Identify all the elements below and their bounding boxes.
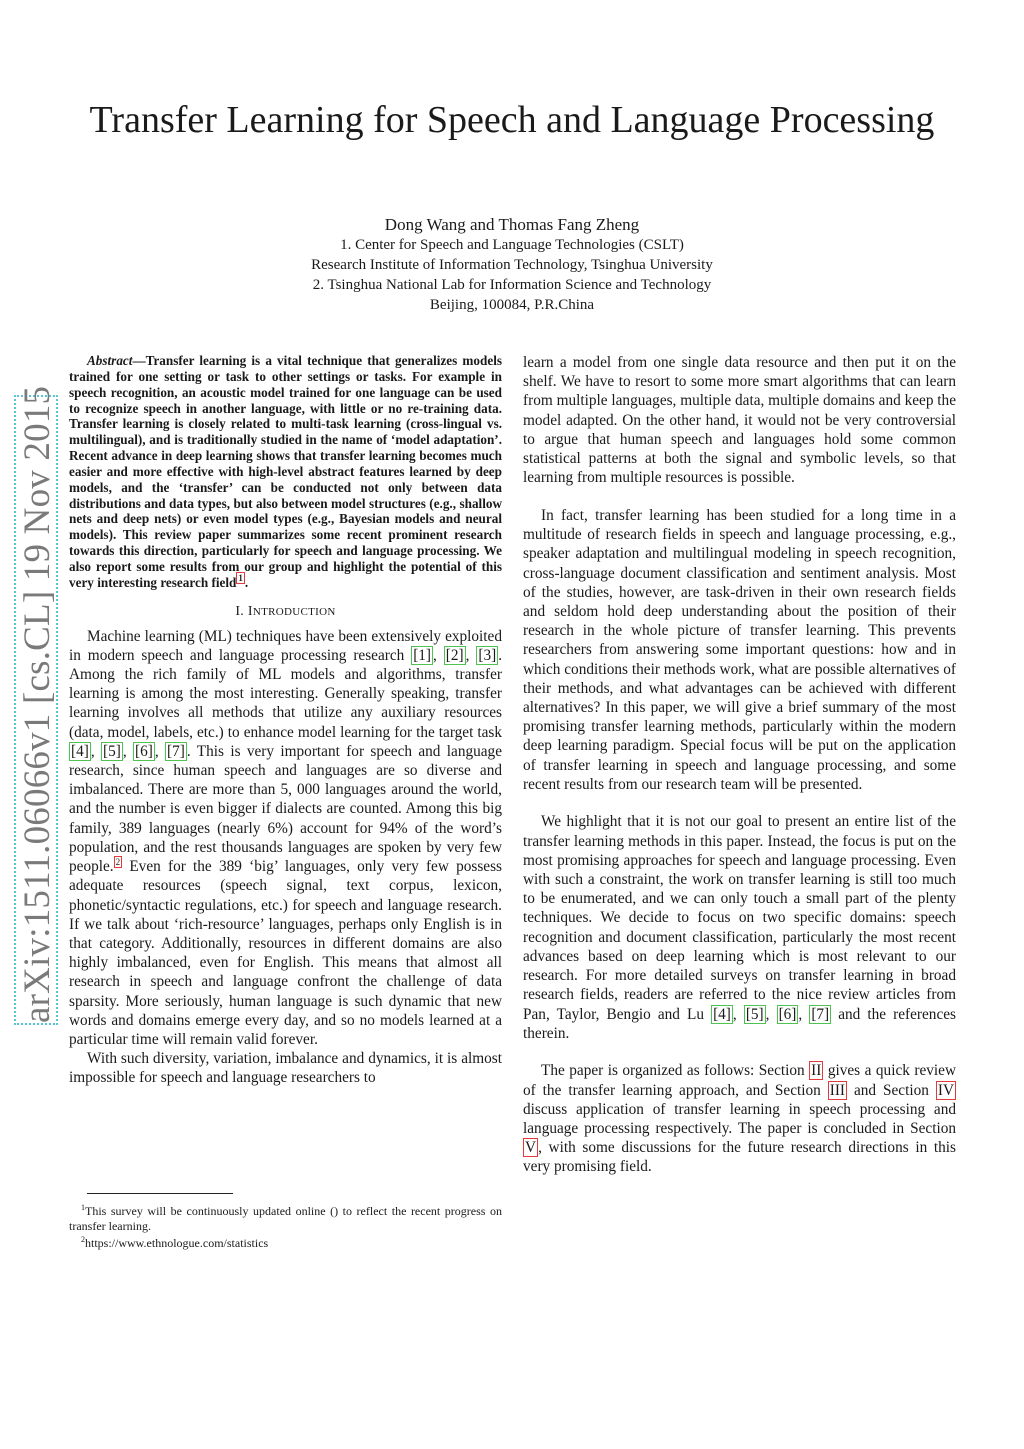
abstract-dash: — [132, 353, 146, 368]
citation-link[interactable]: [5] [745, 1005, 764, 1023]
affiliation-line: 1. Center for Speech and Language Technologies (CSLT) [340, 237, 684, 253]
paper-title: Transfer Learning for Speech and Language Processing [89, 99, 935, 141]
footnote [69, 1233, 502, 1251]
footnotes [69, 1201, 502, 1251]
text-run: We highlight that it is not our goal to present an entire list of the transfer learning methods in this paper. Instead, the focus is put on the most promising approaches for speech and language processing. Even with such a constraint, the work on transfer learning is still too much to be enumerated, and we can only touch a small part of the plenty techniques. We decide to focus on two specific domains: speech recognition and document classification, particularly the most recent advances based on deep learning which is most relevant to our research. For more detailed surveys on transfer learning in broad research fields, readers are referred to the nice review articles from Pan, Taylor, Bengio and Lu [523, 813, 956, 1023]
section-reference-link[interactable]: IV [937, 1081, 954, 1099]
section-reference-link[interactable]: III [829, 1081, 846, 1099]
section-reference-link[interactable]: II [811, 1062, 822, 1080]
section-heading-smallcaps: NTRODUCTION [252, 605, 336, 618]
section-heading-introduction [69, 603, 502, 621]
text-run: and Section [847, 1081, 936, 1099]
text-run: and the references therein. [523, 1005, 956, 1042]
text-run: , [122, 742, 134, 760]
footnote-link[interactable]: 2 [115, 857, 121, 867]
author-block [62, 215, 962, 315]
citation-link[interactable]: [6] [778, 1005, 797, 1023]
citation-link[interactable]: [4] [71, 742, 89, 760]
text-run: discuss application of transfer learning in speech processing and language processing respectively. The paper is concluded in Section [523, 1100, 956, 1138]
citation-link[interactable]: [7] [167, 742, 185, 760]
body-paragraph: In fact, transfer learning has been studied for a long time in a multitude of research fields in speech and language processing, e.g., speaker adaptation and multilingual modeling in speech recognition, cross-language document classification and sentiment analysis. Most of the studies, however, are task-driven in their own research fields and seldom hold deep understanding about the position of their research in the whole picture of transfer learning. This prevents researchers from answering some important questions: how and in which conditions their methods work, what are possible alternatives of their methods, and what advantages can be achieved with different alternatives? In this paper, we will give a brief summary of the most promising transfer learning methods, particularly within the modern deep learning paradigm. Special focus will be put on the application of transfer learning in speech and language processing, and some recent results from our research team will be presented. [523, 506, 956, 793]
citation-link[interactable]: [4] [713, 1005, 731, 1023]
citation-link[interactable]: [2] [445, 646, 464, 664]
section-number: I. [235, 603, 245, 619]
footnote-divider [87, 1193, 233, 1194]
text-run: . Among the rich family of ML models and algorithms, transfer learning is among the most interesting. Generally speaking, transfer learning involves all methods that utilize any auxiliary resources (data, model, labels, etc.) to enhance model learning for the target task [69, 646, 503, 741]
footnote-url[interactable]: https://www.ethnologue.com/statistics [85, 1236, 269, 1250]
footnote-number: 2 [81, 1235, 85, 1244]
text-run: , [433, 646, 444, 664]
citation-link[interactable]: [5] [103, 742, 121, 760]
abstract [69, 353, 502, 591]
text-run: , with some discussions for the future research directions in this very promising field. [523, 1139, 956, 1176]
affiliation-line: 2. Tsinghua National Lab for Information Science and Technology [312, 277, 712, 293]
abstract-label: Abstract [87, 353, 133, 368]
body-paragraph [523, 1061, 956, 1176]
body-paragraph [523, 812, 956, 1042]
text-run: , [798, 1005, 810, 1023]
text-run: . This is very important for speech and language research, since human speech and languages are so diverse and imbalanced. There are more than 5, 000 languages around the world, and the number is even bigger if dialects are counted. Among this big family, 389 languages (nearly 6%) account for 94% of the word’s population, and the rest thousands languages are spoken by very few people. [69, 742, 502, 876]
arxiv-identifier-stamp: arXiv:1511.06066v1 [cs.CL] 19 Nov 2015 [14, 395, 58, 1025]
intro-paragraph [69, 627, 502, 1049]
citation-link[interactable]: [3] [478, 646, 497, 664]
intro-paragraph: With such diversity, variation, imbalance and dynamics, it is almost impossible for speech and language researchers to [69, 1050, 502, 1087]
affiliation-line: Research Institute of Information Technology, Tsinghua University [311, 257, 713, 273]
text-run: Machine learning (ML) techniques have been extensively exploited in modern speech and language processing research [69, 627, 502, 664]
affiliation-line: Beijing, 100084, P.R.China [429, 297, 595, 313]
text-run: , [765, 1005, 777, 1023]
text-run: , [90, 742, 102, 760]
footnote [69, 1201, 502, 1233]
text-run: The paper is organized as follows: Section [541, 1062, 810, 1080]
text-run: , [154, 742, 166, 760]
right-column [523, 353, 956, 1195]
text-run: , [465, 646, 477, 664]
citation-link[interactable]: [6] [135, 742, 153, 760]
footnote-number: 1 [81, 1203, 85, 1212]
footnote-text: This survey will be continuously updated online () to reflect the recent progress on transfer learning. [69, 1204, 502, 1233]
text-run: Even for the 389 ‘big’ languages, only very few possess adequate resources (speech signal, text corpus, lexicon, phonetic/syntactic regulations, etc.) for speech and language research. If we talk about ‘rich-resource’ languages, perhaps only English is in that category. Additionally, resources in different domains are also highly imbalanced, even for English. This means that almost all research in speech and language confront the challenge of data sparsity. More seriously, human language is such dynamic that new words and domains emerge every day, and so no models learned at a particular time will remain valid forever. [69, 858, 502, 1048]
section-heading-cap: I [247, 603, 253, 619]
left-column [69, 353, 502, 1088]
body-paragraph: learn a model from one single data resource and then put it on the shelf. We have to resort to some more smart algorithms that can learn from multiple languages, multiple data, multiple domains and keep the model adapted. On the other hand, it would not be very controversial to argue that human speech and languages hold some common statistical patterns at both the signal and symbolic levels, so that learning from multiple resources is possible. [523, 354, 956, 487]
text-run: gives a quick review of the transfer learning approach, and Section [523, 1062, 956, 1099]
footnote-link[interactable]: 1 [238, 573, 243, 584]
abstract-end: . [244, 574, 249, 590]
section-reference-link[interactable]: V [525, 1139, 537, 1157]
citation-link[interactable]: [7] [811, 1005, 830, 1023]
citation-link[interactable]: [1] [413, 646, 432, 664]
abstract-text: Transfer learning is a vital technique that generalizes models trained for one setting or task to other settings or tasks. For example in speech recognition, an acoustic model trained for one language can be used to recognize speech in another language, with little or no re-training data. Transfer learning is closely related to multi-task learning (cross-lingual vs. multilingual), and is traditionally studied in the name of ‘model adaptation’. Recent advance in deep learning shows that transfer learning becomes much easier and more effective with high-level abstract features learned by deep models, and the ‘transfer’ can be conducted not only between data distributions and data types, but also between model structures (e.g., shallow nets and deep nets) or even model types (e.g., Bayesian models and neural models). This review paper summarizes some recent prominent research towards this direction, particularly for speech and language processing. We also report some results from our group and highlight the potential of this very interesting research field [69, 353, 502, 590]
author-names: Dong Wang and Thomas Fang Zheng [384, 215, 640, 234]
text-run: , [732, 1005, 744, 1023]
